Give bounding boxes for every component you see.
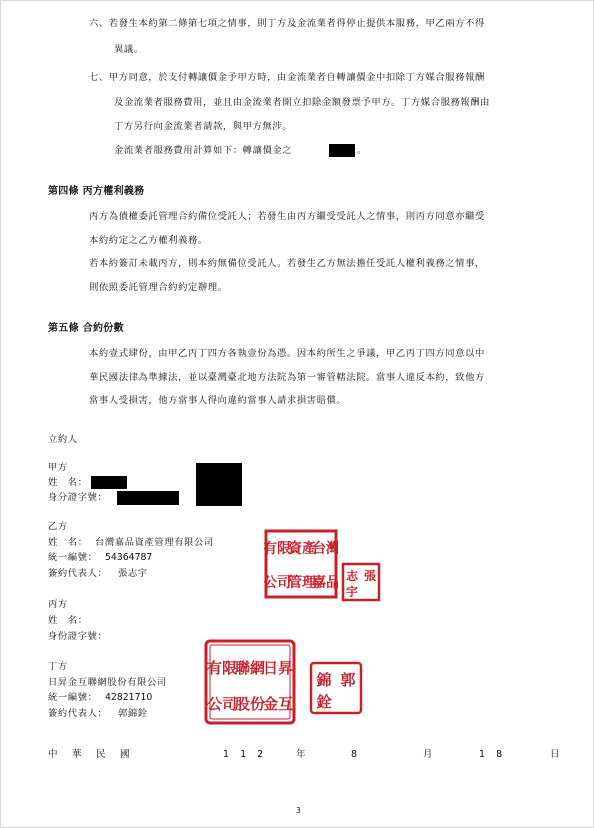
seal-b-c3: 資產 <box>288 541 316 557</box>
item-7-line-3: 丁方另行向金流業者請款，與甲方無涉。 <box>114 121 293 132</box>
item-7-line-1: 七、甲方同意，於支付轉讓價金予甲方時，由金流業者自轉讓價金中扣除丁方媒合服務報酬 <box>89 72 485 83</box>
party-d-name-value: 日昇金互聯網股份有限公司 <box>48 677 167 688</box>
date-char-4: 國 <box>120 749 130 760</box>
seal-b-rep-c2: 志 <box>345 569 359 583</box>
seal-d-c1: 日昇 <box>262 659 294 677</box>
party-b-rep-value: 張志宇 <box>118 568 148 579</box>
seal-b-c5: 有限 <box>264 541 291 557</box>
party-d-rep-value: 郭錦銓 <box>118 708 148 719</box>
party-b-name-value: 台灣嘉品資產管理有限公司 <box>95 537 214 548</box>
redaction-party-a-name <box>91 476 127 489</box>
date-char-3: 民 <box>96 749 106 760</box>
seal-d-c2: 金互 <box>262 695 294 713</box>
seal-b-c1: 台灣 <box>312 541 338 557</box>
item-6-line-1: 六、若發生本約第二條第七項之情事，則丁方及金流業者得停止提供本服務，甲乙兩方不得 <box>89 18 485 29</box>
party-b-company-seal <box>264 529 338 599</box>
item-7-line-2: 及金流業者服務費用，並且由金流業者開立扣除金額發票予甲方。丁方媒合服務報酬由 <box>114 97 491 108</box>
item-7-line-4: 金流業者服務費用計算如下：轉讓價金之 <box>114 145 293 156</box>
redaction-party-a-seal <box>196 463 242 506</box>
seal-d-rep-c1: 郭 <box>340 671 356 689</box>
party-b-rep-seal <box>341 562 381 602</box>
redaction-party-a-id <box>117 491 179 505</box>
seal-b-rep-c1: 張 <box>363 569 377 583</box>
party-d-rep-label: 簽約代表人： <box>48 708 108 719</box>
article-5-p1-line-2: 華民國法律為準據法，並以臺灣臺北地方法院為第一審管轄法院。當事人違反本約，致他方 <box>89 372 485 383</box>
article-4-p1-line-2: 本約約定之乙方權利義務。 <box>89 235 208 246</box>
seal-b-c2: 嘉品 <box>312 575 338 591</box>
seal-b-rep-c3: 宇 <box>345 585 359 599</box>
article-5-p1-line-1: 本約壹式肆份，由甲乙丙丁四方各執壹份為憑。因本約所生之爭議，甲乙丙丁四方同意以中 <box>89 348 485 359</box>
article-5-heading: 第五條 合約份數 <box>48 323 124 334</box>
article-4-p2-line-1: 若本約簽訂未載丙方，則本約無備位受託人。若發生乙方無法擔任受託人權利義務之情事， <box>89 258 485 269</box>
signatories-intro: 立約人 <box>48 434 78 445</box>
party-d-tax-id-label: 統一編號： <box>48 692 98 703</box>
seal-d-c4: 股份 <box>234 695 266 713</box>
seal-d-rep-c3: 銓 <box>316 693 332 711</box>
date-char-1: 中 <box>48 749 58 760</box>
party-c-name-label: 姓 名： <box>48 615 88 626</box>
article-5-p1-line-3: 當事人受損害，他方當事人得向違約當事人請求損害賠償。 <box>89 395 347 406</box>
seal-d-c5: 有限 <box>206 659 238 677</box>
party-b-tax-id-label: 統一編號： <box>48 552 98 563</box>
date-day-label: 日 <box>550 749 560 760</box>
date-year: 1 1 2 <box>223 749 268 760</box>
party-d-tax-id-value: 42821710 <box>105 692 153 703</box>
party-c-id-label: 身份證字號： <box>48 631 108 642</box>
item-7-line-4-end: 。 <box>357 145 367 156</box>
article-4-heading: 第四條 丙方權利義務 <box>48 186 145 197</box>
seal-d-c6: 公司 <box>206 695 238 713</box>
party-a-id-label: 身分證字號： <box>48 492 108 503</box>
party-a-label: 甲方 <box>48 462 68 473</box>
party-a-name-label: 姓 名： <box>48 477 88 488</box>
date-char-2: 華 <box>72 749 82 760</box>
party-d-rep-seal <box>309 661 363 715</box>
seal-d-rep-c2: 錦 <box>316 671 332 689</box>
seal-b-c4: 管理 <box>288 575 316 591</box>
item-6-line-2: 異議。 <box>114 44 144 55</box>
party-b-name-label: 姓 名： <box>48 537 88 548</box>
redaction-fee-rate <box>329 144 355 157</box>
date-month-label: 月 <box>423 749 433 760</box>
party-c-label: 丙方 <box>48 599 68 610</box>
date-year-label: 年 <box>296 749 306 760</box>
seal-d-c3: 聯網 <box>234 659 266 677</box>
date-month: 8 <box>351 749 358 760</box>
page-number: 3 <box>296 806 301 815</box>
party-d-label: 丁方 <box>48 661 68 672</box>
date-day: 1 8 <box>479 749 507 760</box>
article-4-p1-line-1: 丙方為債權委託管理合約備位受託人；若發生由丙方繼受受託人之情事，則丙方同意亦繼受 <box>89 211 485 222</box>
party-b-label: 乙方 <box>48 521 68 532</box>
party-d-company-seal <box>204 639 296 725</box>
article-4-p2-line-2: 則依照委託管理合約約定辦理。 <box>89 282 228 293</box>
seal-b-c6: 公司 <box>264 575 291 591</box>
party-b-rep-label: 簽約代表人： <box>48 568 108 579</box>
party-b-tax-id-value: 54364787 <box>105 552 153 563</box>
